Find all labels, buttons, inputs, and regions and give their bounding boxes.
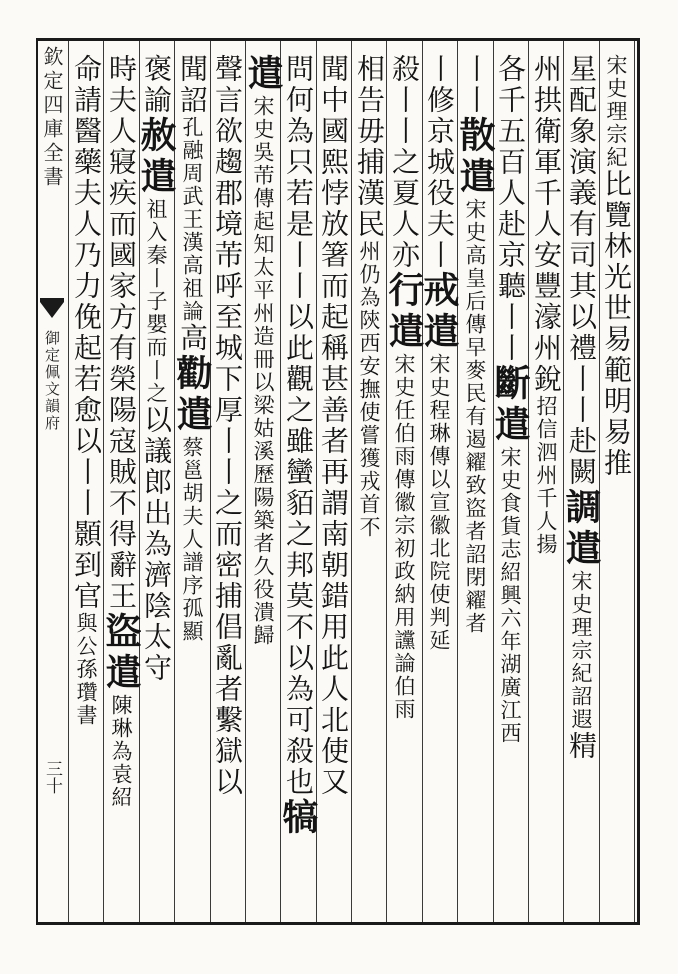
body-text: 時夫人寢疾而國家方有榮陽寇賊不得辭王	[105, 54, 138, 612]
entry-heading: 遣	[242, 54, 284, 95]
body-text: 丨丨	[388, 85, 421, 147]
source-note: 宋史吳芾傳起知太平州造冊以梁姑溪歷陽築者久役潰歸	[251, 95, 275, 647]
body-text: 褒諭	[140, 54, 173, 116]
body-text: 聞詔	[176, 54, 209, 116]
body-text: 丨	[423, 240, 456, 271]
source-note: 州仍為陝西安撫使嘗獲戎首不	[357, 240, 381, 539]
source-note: 宋史理宗紀詔遐	[569, 570, 593, 731]
source-note: 早麥民有遏糴致盜者詔閉糴者	[463, 336, 487, 635]
source-note: 與公孫瓚書	[74, 612, 98, 727]
source-note: 宋史程琳傳以宣徽北院使判延	[427, 353, 451, 652]
body-text: 問何為只若是	[282, 54, 315, 240]
body-text: 以此觀之雖蠻貊之邦莫不以為可殺也	[282, 302, 315, 798]
entry-heading: 調遣	[560, 488, 602, 570]
body-text: 丨丨	[494, 302, 527, 364]
frame-top-border	[36, 38, 640, 41]
entry-heading: 戒遣	[418, 271, 460, 353]
source-note: 孔融周武王漢高祖論	[180, 116, 204, 323]
body-text: 相告毋捕漢民	[353, 54, 386, 240]
body-text: 聞中國熙悖放箸而起稱甚善者再謂南朝錯用此人北使又	[317, 54, 350, 798]
body-text: 丨丨	[459, 54, 492, 116]
body-text: 丨丨	[282, 240, 315, 302]
body-text: 之而密捕倡亂者繫獄以	[211, 488, 244, 798]
body-text: 丨丨	[70, 457, 103, 519]
body-text: 以議郎出為濟陰太守	[140, 405, 173, 684]
source-note: 陳琳為袁紹	[109, 694, 133, 809]
entry-heading: 散遣	[454, 116, 496, 198]
body-text: 各千五百人赴京聽	[494, 54, 527, 302]
body-text: 殺	[388, 54, 421, 85]
body-text: 比覽林光世易範明易推	[600, 169, 633, 479]
body-text: 銳	[530, 364, 563, 395]
body-text: 星配象演義有司其以禮	[565, 54, 598, 364]
body-text: 丨修京城役夫	[423, 54, 456, 240]
body-text: 丨丨	[565, 364, 598, 426]
source-note: 宋史高皇后傳	[463, 198, 487, 336]
source-note: 宋史食貨志紹興六年湖廣江西	[498, 446, 522, 745]
body-text: 赴闕	[565, 426, 598, 488]
entry-heading: 盜遣	[100, 612, 142, 694]
body-text: 州拱衛軍千人安豐濠州	[530, 54, 563, 364]
entry-heading: 犒	[277, 798, 319, 839]
source-note: 宋史任伯雨傳徽宗初政納用讜論伯雨	[392, 353, 416, 721]
source-note: 招信泗州千人揚	[534, 395, 558, 556]
body-text: 顥到官	[70, 519, 103, 612]
body-text: 之夏人亦	[388, 147, 421, 271]
body-text: 聲言欲趨郡境芾呼至城下厚	[211, 54, 244, 426]
source-note: 宋史理宗紀	[604, 54, 628, 169]
margin-title: 欽定四庫全書	[40, 46, 64, 190]
entry-heading: 赦遣	[135, 116, 177, 198]
margin-book-title: 御定佩文韻府	[43, 330, 61, 432]
body-text: 高	[176, 323, 209, 354]
body-text: 精	[565, 731, 598, 762]
body-text: 丨丨	[211, 426, 244, 488]
entry-heading: 行遣	[383, 271, 425, 353]
body-text: 命請醫藥夫人乃力俛起若愈以	[70, 54, 103, 457]
source-note: 祖入秦丨子嬰而丨之	[144, 198, 168, 405]
frame-bottom-border	[36, 922, 640, 925]
source-note: 蔡邕胡夫人譜序孤顯	[180, 436, 204, 643]
text-column	[62, 54, 110, 914]
entry-heading: 斷遣	[489, 364, 531, 446]
entry-heading: 勸遣	[171, 354, 213, 436]
page-number: 三十	[42, 760, 62, 794]
